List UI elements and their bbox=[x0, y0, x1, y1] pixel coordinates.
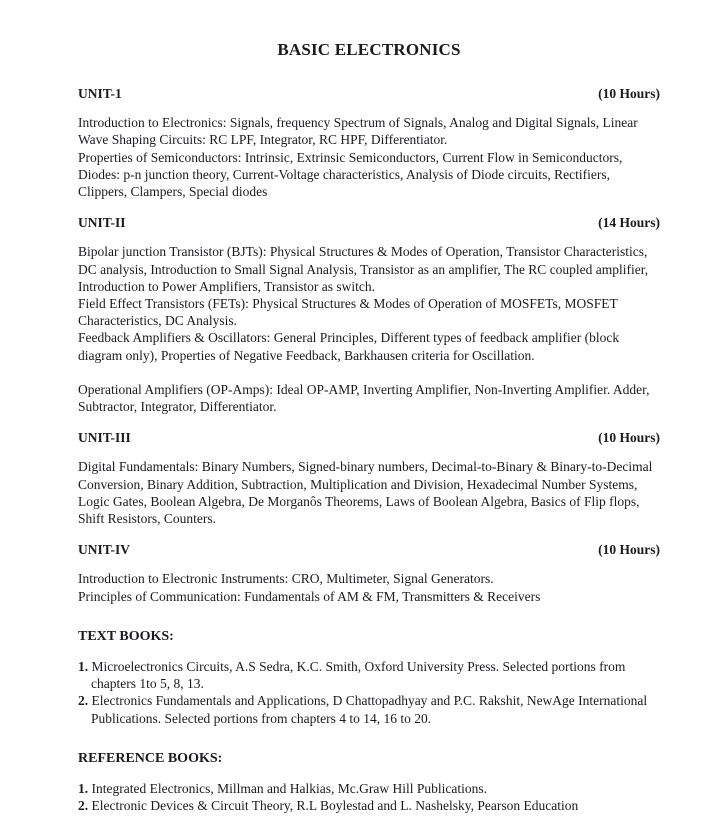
book-item bbox=[78, 658, 660, 692]
book-item bbox=[78, 780, 660, 797]
text-books-list bbox=[78, 658, 660, 727]
unit-paragraph: Digital Fundamentals: Binary Numbers, Signed-binary numbers, Decimal-to-Binary & Binary-to-Decimal Conversion, Binary Addition, Subtraction, Multiplication and Division, Hexadecimal Number Systems, Logic Gates, Boolean Algebra, De Morganôs Theorems, Laws of Boolean Algebra, Basics of Flip flops, Shift Resistors, Counters. bbox=[78, 459, 653, 527]
unit-label: UNIT-IV bbox=[78, 542, 131, 558]
page-title: BASIC ELECTRONICS bbox=[277, 40, 461, 59]
unit-paragraph: Feedback Amplifiers & Oscillators: General Principles, Different types of feedback amplifier (block diagram only), Properties of Negative Feedback, Barkhausen criteria for Oscillation. bbox=[78, 330, 620, 363]
unit-paragraph: Introduction to Electronic Instruments: CRO, Multimeter, Signal Generators. bbox=[78, 571, 494, 587]
book-text: Integrated Electronics, Millman and Halkias, Mc.Graw Hill Publications. bbox=[91, 781, 488, 797]
unit-2-section bbox=[78, 214, 660, 415]
reference-books-heading: REFERENCE BOOKS: bbox=[78, 750, 223, 766]
unit-paragraph: Bipolar junction Transistor (BJTs): Physical Structures & Modes of Operation, Transistor Characteristics, DC analysis, Introduction to Small Signal Analysis, Transistor as an amplifier, The RC coupled amplifier, Introduction to Power Amplifiers, Transistor as switch. bbox=[78, 244, 649, 294]
unit-paragraph: Introduction to Electronics: Signals, frequency Spectrum of Signals, Analog and Digital Signals, Linear Wave Shaping Circuits: RC LPF, Integrator, RC HPF, Differentiator. bbox=[78, 115, 638, 148]
text-books-heading: TEXT BOOKS: bbox=[78, 628, 174, 644]
unit-paragraph: Operational Amplifiers (OP-Amps): Ideal OP-AMP, Inverting Amplifier, Non-Inverting Amplifier. Adder, Subtractor, Integrator, Differentiator. bbox=[78, 381, 650, 415]
book-text: Electronics Fundamentals and Applications, D Chattopadhyay and P.C. Rakshit, NewAge International Publications. Selected portions from chapters 4 to 14, 16 to 20. bbox=[91, 693, 648, 726]
text-books-section bbox=[78, 628, 660, 727]
reference-books-list bbox=[78, 780, 660, 814]
unit-hours: (10 Hours) bbox=[598, 430, 660, 446]
unit-paragraph: Field Effect Transistors (FETs): Physical Structures & Modes of Operation of MOSFETs, MOSFET Characteristics, DC Analysis. bbox=[78, 296, 618, 329]
book-text: Electronic Devices & Circuit Theory, R.L Boylestad and L. Nashelsky, Pearson Education bbox=[91, 798, 579, 814]
book-number: 2. bbox=[78, 693, 89, 709]
reference-books-section bbox=[78, 750, 660, 815]
unit-3-heading bbox=[78, 429, 660, 446]
unit-2-heading bbox=[78, 214, 660, 231]
book-text: Microelectronics Circuits, A.S Sedra, K.C. Smith, Oxford University Press. Selected portions from chapters 1to 5, 8, 13. bbox=[91, 659, 626, 692]
unit-hours: (10 Hours) bbox=[598, 542, 660, 558]
unit-paragraph: Principles of Communication: Fundamentals of AM & FM, Transmitters & Receivers bbox=[78, 588, 541, 604]
unit-paragraph: Properties of Semiconductors: Intrinsic, Extrinsic Semiconductors, Current Flow in Semiconductors, Diodes: p-n junction theory, Current-Voltage characteristics, Analysis of Diode circuits, Rectifiers, Clippers, Clampers, Special diodes bbox=[78, 149, 623, 200]
unit-label: UNIT-II bbox=[78, 215, 126, 231]
unit-3-section bbox=[78, 429, 660, 527]
book-item bbox=[78, 797, 660, 814]
unit-1-heading bbox=[78, 85, 660, 102]
unit-label: UNIT-III bbox=[78, 430, 131, 446]
unit-hours: (14 Hours) bbox=[598, 215, 660, 231]
book-number: 1. bbox=[78, 781, 89, 797]
unit-1-section bbox=[78, 85, 660, 200]
book-number: 2. bbox=[78, 798, 89, 814]
book-number: 1. bbox=[78, 659, 89, 675]
unit-4-heading bbox=[78, 541, 660, 558]
unit-4-section bbox=[78, 541, 660, 605]
unit-label: UNIT-1 bbox=[78, 86, 122, 101]
unit-hours: (10 Hours) bbox=[598, 86, 660, 101]
book-item bbox=[78, 692, 660, 726]
